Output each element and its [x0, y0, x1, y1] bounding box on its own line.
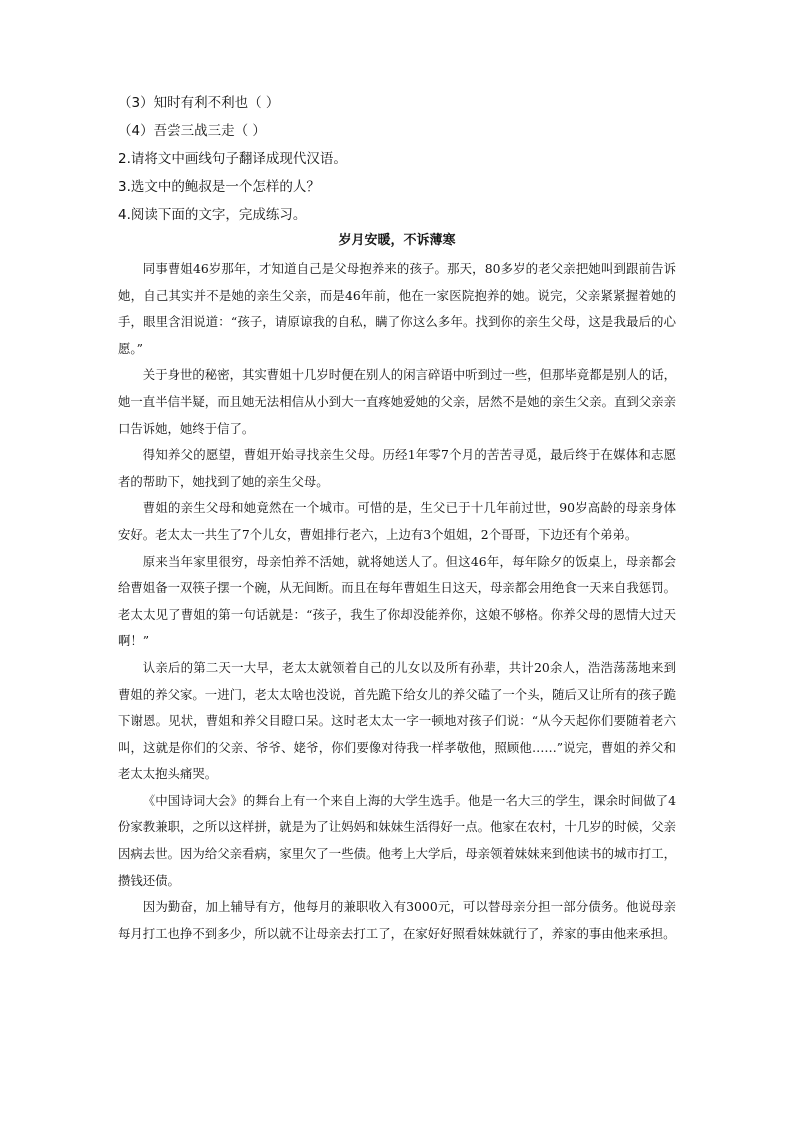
- article-paragraph-7: 《中国诗词大会》的舞台上有一个来自上海的大学生选手。他是一名大三的学生，课余时间做了4份家教兼职，之所以这样拼，就是为了让妈妈和妹妹生活得好一点。他家在农村，十几岁的时候，父亲因病去世。因为给父亲看病，家里欠了一些债。他考上大学后，母亲领着妹妹来到他读书的城市打工，攒钱还债。: [118, 792, 676, 888]
- question-2: 2.请将文中画线句子翻译成现代汉语。: [118, 151, 347, 167]
- article-paragraph-6: 认亲后的第二天一大早，老太太就领着自己的儿女以及所有孙辈，共计20余人，浩浩荡荡地来到曹姐的养父家。一进门，老太太啥也没说，首先跪下给女儿的养父磕了一个头，随后又让所有的孩子跪下谢恩。见状，曹姐和养父目瞪口呆。这时老太太一字一顿地对孩子们说：“从今天起你们要随着老六叫，这就是你们的父亲、爷爷、姥爷，你们要像对待我一样孝敬他，照顾他……”说完，曹姐的养父和老太太抱头痛哭。: [118, 659, 676, 782]
- question-4: 4.阅读下面的文字，完成练习。: [118, 207, 307, 223]
- article-paragraph-2: 关于身世的秘密，其实曹姐十几岁时便在别人的闲言碎语中听到过一些，但那毕竟都是别人的话，她一直半信半疑，而且她无法相信从小到大一直疼她爱她的父亲，居然不是她的亲生父亲。直到父亲亲口告诉她，她终于信了。: [118, 367, 676, 436]
- article-body: [118, 256, 676, 947]
- question-3: 3.选文中的鲍叔是一个怎样的人？: [118, 179, 320, 195]
- question-1-4: （4）吾尝三战三走（ ）: [118, 123, 266, 139]
- article-paragraph-8: 因为勤奋，加上辅导有方，他每月的兼职收入有3000元，可以替母亲分担一部分债务。他说母亲每月打工也挣不到多少，所以就不让母亲去打工了，在家好好照看妹妹就行了，养家的事由他来承担。: [118, 899, 676, 941]
- article-paragraph-1: 同事曹姐46岁那年，才知道自己是父母抱养来的孩子。那天，80多岁的老父亲把她叫到跟前告诉她，自己其实并不是她的亲生父亲，而是46年前，他在一家医院抱养的她。说完，父亲紧紧握着她的手，眼里含泪说道：“孩子，请原谅我的自私，瞒了你这么多年。找到你的亲生父母，这是我最后的心愿。”: [118, 261, 676, 356]
- article-paragraph-3: 得知养父的愿望，曹姐开始寻找亲生父母。历经1年零7个月的苦苦寻觅，最后终于在媒体和志愿者的帮助下，她找到了她的亲生父母。: [118, 447, 676, 489]
- article-title: 岁月安暖，不诉薄寒: [338, 233, 456, 248]
- article-paragraph-5: 原来当年家里很穷，母亲怕养不活她，就将她送人了。但这46年，每年除夕的饭桌上，母亲都会给曹姐备一双筷子摆一个碗，从无间断。而且在每年曹姐生日这天，母亲都会用绝食一天来自我惩罚。老太太见了曹姐的第一句话就是：“孩子，我生了你却没能养你，这娘不够格。你养父母的恩情大过天啊！”: [118, 553, 676, 649]
- question-1-3: （3）知时有利不利也（ ）: [118, 95, 280, 111]
- article-paragraph-4: 曹姐的亲生父母和她竟然在一个城市。可惜的是，生父已于十几年前过世，90岁高龄的母亲身体安好。老太太一共生了7个儿女，曹姐排行老六，上边有3个姐姐，2个哥哥，下边还有个弟弟。: [118, 500, 676, 542]
